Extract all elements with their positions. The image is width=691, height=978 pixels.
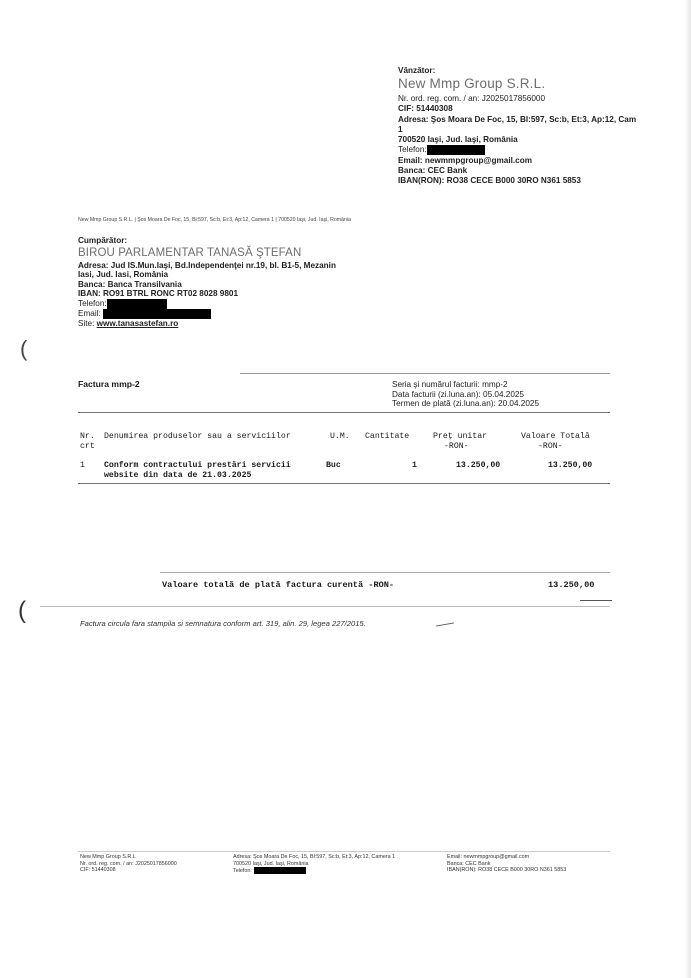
footer-bank: Banca: CEC Bank — [447, 860, 491, 867]
footer-address-line1: Adresa: Şos Moara De Foc, 15, Bl:597, Sc:b, Et:3, Ap:12, Camera 1 — [233, 854, 396, 860]
buyer-phone-redaction — [107, 299, 167, 309]
seller-company-name: New Mmp Group S.R.L. — [398, 76, 546, 92]
footer-rule — [78, 851, 610, 852]
header-pret-currency: -RON- — [444, 442, 469, 451]
row-qty: 1 — [412, 461, 417, 470]
row-total: 13.250,00 — [548, 461, 593, 470]
header-um: U.M. — [330, 432, 350, 441]
header-valoare-currency: -RON- — [538, 442, 563, 451]
footer-address-line2: 700520 Iaşi, Jud. Iaşi, România — [233, 860, 309, 867]
buyer-bank: Banca: Banca Transilvania — [78, 279, 182, 289]
header-pret: Preţ unitar — [433, 432, 488, 441]
footer-address-col — [233, 854, 395, 875]
row-desc-line1: Conform contractului prestări servicii — [104, 461, 291, 470]
row-um: Buc — [326, 461, 341, 470]
scan-mark-icon: ( — [20, 336, 28, 361]
buyer-site-label: Site: — [78, 318, 95, 328]
buyer-iban: IBAN: RO91 BTRL RONC RT02 8028 9801 — [78, 289, 239, 299]
total-value: 13.250,00 — [548, 580, 595, 590]
buyer-phone-label: Telefon: — [78, 299, 107, 309]
seller-bank: Banca: CEC Bank — [398, 165, 468, 175]
signature-stroke — [580, 600, 612, 601]
footer-phone-label: Telefon: — [233, 868, 252, 875]
invoice-due-date: Termen de plată (zi.luna.an): 20.04.2025 — [392, 399, 540, 409]
total-bottom-rule — [40, 606, 610, 607]
footer-company-col — [80, 854, 177, 874]
invoice-meta — [392, 380, 539, 409]
invoice-date: Data facturii (zi.luna.an): 05.04.2025 — [392, 389, 524, 399]
row-nr: 1 — [80, 461, 85, 470]
seller-mini-address: New Mmp Group S.R.L. | Şos Moara De Foc, 15, Bl:597, Sc:b, Et:3, Ap:12, Camera 1 | 700520 Iaşi, Jud. Iaşi, România — [78, 217, 351, 223]
invoice-series: Seria şi numărul facturii: mmp-2 — [392, 380, 508, 389]
seller-address-line2: 1 — [398, 124, 403, 134]
footer-contact-col — [447, 854, 566, 874]
footer-cif: CIF: 51440308 — [80, 867, 116, 874]
buyer-address-line2: Iasi, Jud. Iasi, România — [78, 270, 169, 280]
buyer-email — [78, 309, 378, 319]
footer-company: New Mmp Group S.R.L — [80, 854, 136, 860]
seller-cif: CIF: 51440308 — [398, 104, 453, 114]
seller-label: Vânzător: — [398, 66, 436, 75]
buyer-company-name: BIROU PARLAMENTAR TANASĂ ŞTEFAN — [78, 246, 302, 259]
buyer-email-label: Email: — [78, 309, 101, 319]
seller-email: Email: newmmpgroup@gmail.com — [398, 155, 532, 165]
seller-block — [398, 66, 658, 186]
total-label: Valoare totală de plată factura curentă -RON- — [162, 580, 395, 590]
header-nr: Nr. — [80, 432, 95, 441]
invoice-header-rule — [78, 412, 610, 413]
seller-address-line1: Adresa: Şos Moara De Foc, 15, Bl:597, Sc:b, Et:3, Ap:12, Cam — [398, 114, 637, 124]
legal-note: Factura circula fara stampila si semnatura conform art. 319, alin. 29, legea 227/2015. — [80, 619, 366, 628]
seller-phone-label: Telefon: — [398, 145, 427, 155]
footer-phone — [233, 867, 395, 875]
row-desc-line2: website din data de 21.03.2025 — [104, 471, 252, 480]
seller-iban: IBAN(RON): RO38 CECE B000 30RO N361 5853 — [398, 176, 581, 185]
invoice-label: Factura mmp-2 — [78, 379, 140, 389]
buyer-label: Cumpărător: — [78, 236, 128, 245]
header-crt: crt — [80, 442, 95, 451]
header-valoare: Valoare Totală — [521, 432, 590, 441]
header-cantitate: Cantitate — [365, 432, 410, 441]
seller-phone-redaction — [427, 145, 485, 155]
footer-iban: IBAN(RON): RO38 CECE B000 30RO N361 5853 — [447, 867, 567, 874]
seller-phone — [398, 145, 658, 155]
footer-reg-no: Nr. ord. reg. com. / an: J2025017856000 — [80, 860, 177, 867]
buyer-phone — [78, 299, 378, 309]
invoice-top-rule — [240, 373, 610, 374]
table-bottom-rule — [78, 483, 610, 484]
scan-mark-icon: ( — [18, 597, 26, 624]
total-top-rule — [160, 572, 610, 573]
buyer-address-line1: Adresa: Jud IS.Mun.Iaşi, Bd.Independenţei nr.19, bl. B1-5, Mezanin — [78, 260, 336, 270]
buyer-site — [78, 319, 378, 329]
page-edge-shadow — [685, 0, 691, 978]
seller-address-line3: 700520 Iaşi, Jud. Iaşi, România — [398, 135, 518, 145]
buyer-site-link[interactable]: www.tanasastefan.ro — [96, 318, 179, 328]
pen-mark — [436, 622, 454, 626]
header-denumire: Denumirea produselor sau a serviciilor — [104, 432, 291, 441]
row-price: 13.250,00 — [456, 461, 501, 470]
buyer-email-redaction — [103, 309, 211, 319]
buyer-block — [78, 236, 378, 329]
footer-phone-redaction — [254, 867, 306, 874]
seller-reg-no: Nr. ord. reg. com. / an: J2025017856000 — [398, 94, 546, 104]
footer-email: Email: newmmpgroup@gmail.com — [447, 854, 530, 860]
